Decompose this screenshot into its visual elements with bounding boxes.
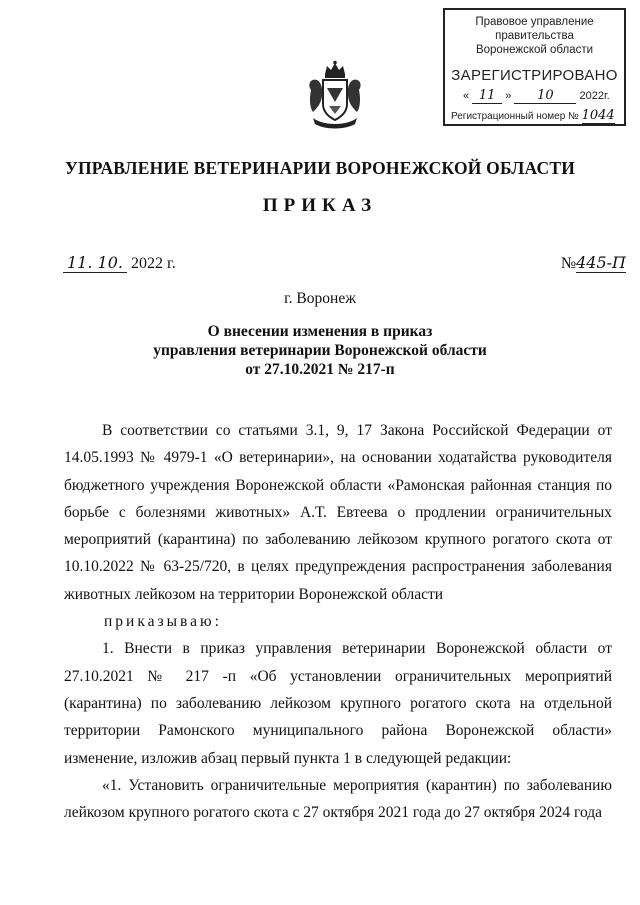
order-date (63, 253, 176, 273)
order-date-year: 2022 г. (130, 255, 176, 272)
body-paragraph-item-1: 1. Внести в приказ управления ветеринарии Воронежской области от 27.10.2021 № 217 -п «Об установлении ограничительных мероприятий (карантина) по заболеванию лейкозом крупного рогатого скота на отдельной территории Рамонского муниципального района Воронежской области» изменение, изложив абзац первый пункта 1 в следующей редакции: (64, 640, 612, 767)
stamp-date (463, 88, 613, 102)
coat-of-arms-icon (305, 60, 365, 132)
subject-line-3: от 27.10.2021 № 217-п (245, 361, 395, 378)
city-line: г. Воронеж (284, 290, 356, 307)
order-number-handwritten: 445-П (576, 253, 626, 272)
registration-stamp (443, 8, 626, 126)
stamp-reg-number-value: 1044 (581, 108, 615, 123)
stamp-date-close-quote: » (505, 90, 512, 102)
subject-line-1: О внесении изменения в приказ (207, 323, 433, 340)
order-number (561, 253, 626, 273)
stamp-reg-number (451, 108, 623, 123)
document-type-title: ПРИКАЗ (262, 195, 378, 216)
stamp-date-open-quote: « (463, 90, 470, 102)
body-order-word: приказываю: (104, 613, 222, 631)
order-date-handwritten: 11. 10. (63, 253, 127, 273)
stamp-registered-label: ЗАРЕГИСТРИРОВАНО (451, 67, 618, 84)
order-body (64, 417, 612, 826)
stamp-date-year: 2022г. (579, 90, 610, 102)
stamp-reg-number-label: Регистрационный номер № (451, 111, 579, 122)
stamp-authority-line1: Правовое управление правительства (475, 16, 594, 42)
subject-line-2: управления ветеринарии Воронежской области (153, 342, 487, 359)
order-number-prefix: № (560, 255, 577, 272)
stamp-authority-line2: Воронежской области (475, 44, 594, 56)
stamp-date-month: 10 (537, 88, 554, 103)
agency-title: УПРАВЛЕНИЕ ВЕТЕРИНАРИИ ВОРОНЕЖСКОЙ ОБЛАСТИ (64, 158, 576, 178)
order-subject (0, 322, 640, 379)
stamp-date-day: 11 (478, 88, 496, 103)
body-paragraph-new-wording: «1. Установить ограничительные мероприятия (карантин) по заболеванию лейкозом крупного рогатого скота с 27 октября 2021 года до 27 октября 2024 года (64, 776, 612, 822)
body-paragraph-preamble: В соответствии со статьями 3.1, 9, 17 Закона Российской Федерации от 14.05.1993 № 4979-1 «О ветеринарии», на основании ходатайства руководителя бюджетного учреждения Воронежской области «Рамонская районная станция по борьбе с болезнями животных» А.Т. Евтеева о продлении ограничительных мероприятий (карантина) по заболеванию лейкозом крупного рогатого скота от 10.10.2022 № 63-25/720, в целях предупреждения распространения заболевания животных лейкозом на территории Воронежской области (64, 422, 612, 603)
